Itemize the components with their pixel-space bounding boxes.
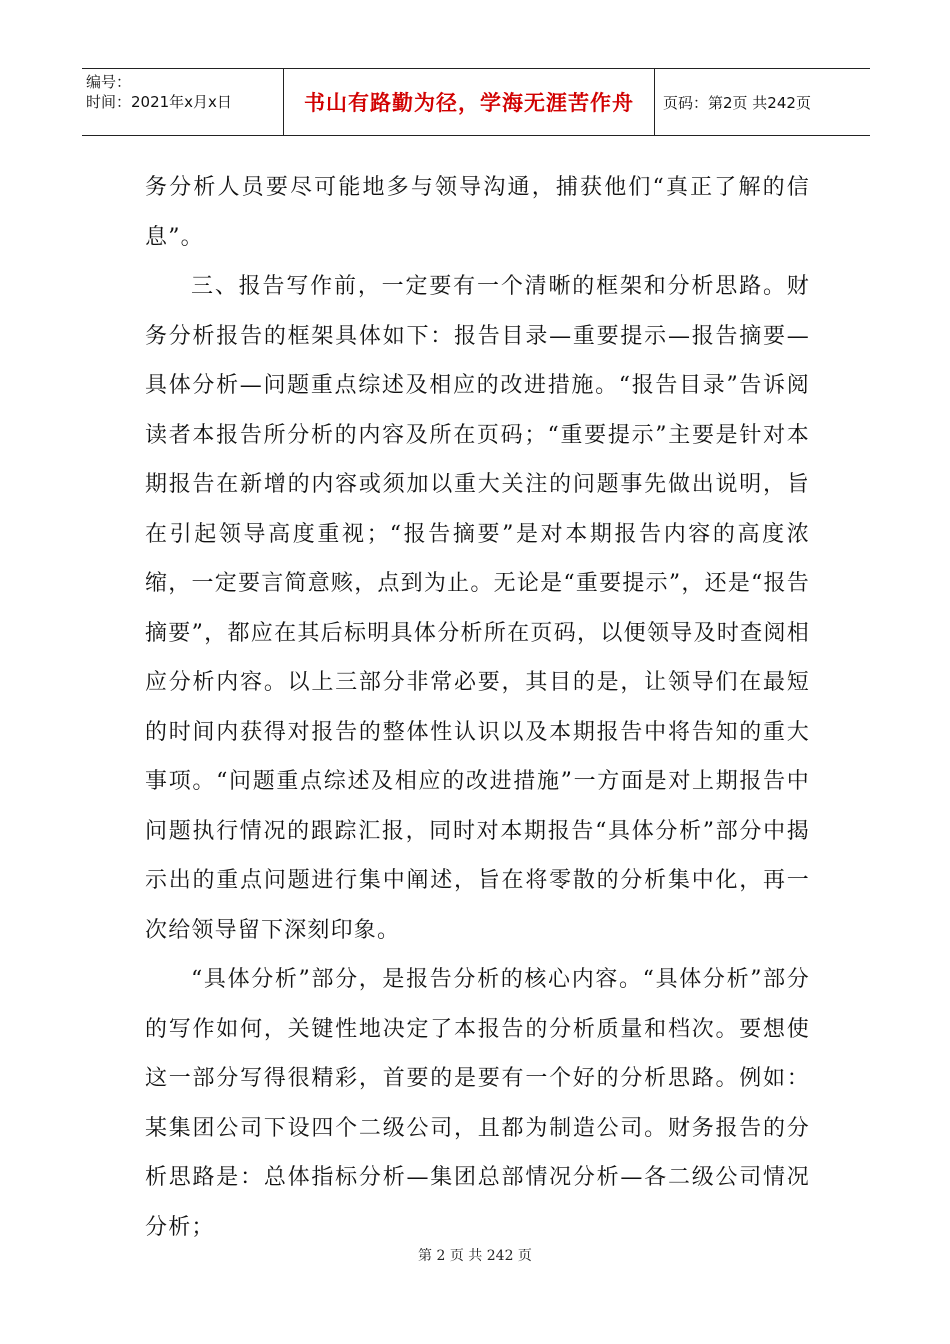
page-footer: 第 2 页 共 242 页 xyxy=(418,1248,532,1264)
document-time-label: 时间：2021年x月x日 xyxy=(86,93,232,111)
header-page-info: 页码：第2页 共242页 xyxy=(663,93,811,112)
document-body xyxy=(145,163,810,1252)
header-motto: 书山有路勤为径，学海无涯苦作舟 xyxy=(283,69,655,135)
paragraph-continuation: 务分析人员要尽可能地多与领导沟通，捕获他们“真正了解的信息”。 xyxy=(145,175,810,250)
document-number-label: 编号： xyxy=(86,73,132,91)
header-meta xyxy=(82,69,283,135)
paragraph-report-framework: 三、报告写作前，一定要有一个清晰的框架和分析思路。财务分析报告的框架具体如下：报告目录—重要提示—报告摘要—具体分析—问题重点综述及相应的改进措施。“报告目录”告诉阅读者本报告所分析的内容及所在页码；“重要提示”主要是针对本期报告在新增的内容或须加以重大关注的问题事先做出说明，旨在引起领导高度重视；“报告摘要”是对本期报告内容的高度浓缩，一定要言简意赅，点到为止。无论是“重要提示”，还是“报告摘要”，都应在其后标明具体分析所在页码，以便领导及时查阅相应分析内容。以上三部分非常必要，其目的是，让领导们在最短的时间内获得对报告的整体性认识以及本期报告中将告知的重大事项。“问题重点综述及相应的改进措施”一方面是对上期报告中问题执行情况的跟踪汇报，同时对本期报告“具体分析”部分中揭示出的重点问题进行集中阐述，旨在将零散的分析集中化，再一次给领导留下深刻印象。 xyxy=(145,274,810,943)
paragraph-specific-analysis: “具体分析”部分，是报告分析的核心内容。“具体分析”部分的写作如何，关键性地决定了本报告的分析质量和档次。要想使这一部分写得很精彩，首要的是要有一个好的分析思路。例如：某集团公司下设四个二级公司，且都为制造公司。财务报告的分析思路是：总体指标分析—集团总部情况分析—各二级公司情况分析； xyxy=(145,967,810,1240)
page-header xyxy=(82,68,870,136)
